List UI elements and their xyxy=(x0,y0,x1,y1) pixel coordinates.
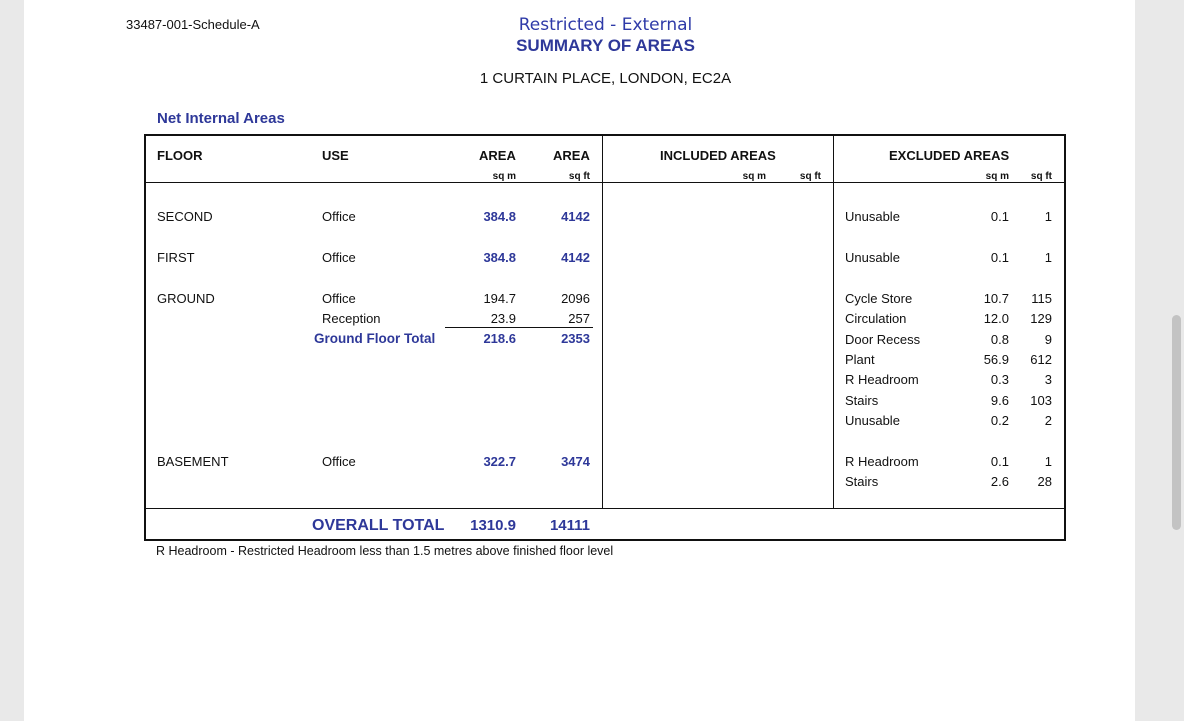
excluded-label: Unusable xyxy=(845,250,900,265)
area-sqft-value: 4142 xyxy=(561,209,590,224)
excluded-sqm-value: 9.6 xyxy=(990,393,1009,408)
use-label: Reception xyxy=(322,311,381,326)
excluded-sqft-value: 612 xyxy=(1030,352,1052,367)
area-sqm-value: 384.8 xyxy=(483,209,516,224)
use-label: Office xyxy=(322,209,356,224)
excluded-sqft-value: 3 xyxy=(1044,372,1052,387)
excluded-sqft-value: 1 xyxy=(1044,209,1052,224)
excluded-sqft-value: 103 xyxy=(1030,393,1052,408)
excluded-sqft-value: 2 xyxy=(1044,413,1052,428)
area-sqm-unit: sq m xyxy=(492,171,516,182)
excluded-sqft-unit: sq ft xyxy=(1030,171,1052,182)
property-address: 1 CURTAIN PLACE, LONDON, EC2A xyxy=(479,70,732,87)
use-header: USE xyxy=(322,148,349,163)
areas-table xyxy=(144,134,1066,541)
floor-name: FIRST xyxy=(157,250,195,265)
excluded-label: Stairs xyxy=(845,393,879,408)
excluded-sqm-value: 2.6 xyxy=(990,474,1009,489)
excluded-sqft-value: 28 xyxy=(1037,474,1052,489)
header-divider xyxy=(146,182,1064,183)
total-divider xyxy=(146,508,1064,509)
excluded-sqm-value: 0.8 xyxy=(990,332,1009,347)
page-title: SUMMARY OF AREAS xyxy=(516,36,695,55)
document-page xyxy=(24,0,1135,721)
excluded-label: R Headroom xyxy=(845,454,919,469)
area-sqft-header: AREA xyxy=(553,148,590,163)
floor-header: FLOOR xyxy=(157,148,203,163)
excluded-sqft-value: 1 xyxy=(1044,250,1052,265)
excluded-sqft-value: 9 xyxy=(1044,332,1052,347)
excluded-label: Cycle Store xyxy=(845,291,913,306)
ground-total-sqft: 2353 xyxy=(561,331,590,346)
ground-total-sqm: 218.6 xyxy=(483,331,516,346)
area-sqft-value: 2096 xyxy=(561,291,590,306)
area-sqft-unit: sq ft xyxy=(568,171,590,182)
area-sqft-value: 3474 xyxy=(561,454,590,469)
excluded-sqft-value: 115 xyxy=(1031,291,1052,306)
excluded-sqft-value: 129 xyxy=(1030,311,1052,326)
section-title: Net Internal Areas xyxy=(157,110,285,127)
overall-total-sqft: 14111 xyxy=(549,517,590,534)
excluded-label: Plant xyxy=(845,352,875,367)
use-label: Office xyxy=(322,454,356,469)
included-sqft-unit: sq ft xyxy=(799,171,821,182)
floor-name: BASEMENT xyxy=(157,454,229,469)
excluded-label: Unusable xyxy=(845,209,900,224)
subtotal-rule xyxy=(445,327,593,328)
area-sqft-value: 4142 xyxy=(561,250,590,265)
area-sqm-value: 23.9 xyxy=(490,311,516,326)
ground-floor-total-label: Ground Floor Total xyxy=(314,331,436,346)
document-id: 33487-001-Schedule-A xyxy=(126,17,260,32)
excluded-sqm-value: 56.9 xyxy=(983,352,1009,367)
excluded-sqft-value: 1 xyxy=(1044,454,1052,469)
area-sqft-value: 257 xyxy=(568,311,590,326)
excluded-label: Door Recess xyxy=(845,332,921,347)
excluded-sqm-unit: sq m xyxy=(985,171,1009,182)
floor-name: SECOND xyxy=(157,209,213,224)
use-label: Office xyxy=(322,250,356,265)
area-sqm-header: AREA xyxy=(479,148,516,163)
excluded-label: Unusable xyxy=(845,413,900,428)
area-sqm-value: 384.8 xyxy=(483,250,516,265)
excluded-sqm-value: 0.3 xyxy=(990,372,1009,387)
area-sqm-value: 322.7 xyxy=(483,454,516,469)
included-column-divider xyxy=(602,136,603,508)
floor-name: GROUND xyxy=(157,291,215,306)
included-sqm-unit: sq m xyxy=(742,171,766,182)
vertical-scrollbar[interactable] xyxy=(1172,315,1181,530)
area-sqm-value: 194.7 xyxy=(483,291,516,306)
excluded-label: Circulation xyxy=(845,311,907,326)
excluded-sqm-value: 10.7 xyxy=(983,291,1009,306)
classification-label: Restricted - External xyxy=(518,15,693,35)
footnote: R Headroom - Restricted Headroom less than 1.5 metres above finished floor level xyxy=(156,544,614,558)
excluded-column-divider xyxy=(833,136,834,508)
excluded-label: Stairs xyxy=(845,474,879,489)
excluded-sqm-value: 12.0 xyxy=(983,311,1009,326)
excluded-sqm-value: 0.1 xyxy=(990,250,1009,265)
excluded-sqm-value: 0.1 xyxy=(990,209,1009,224)
overall-total-label: OVERALL TOTAL xyxy=(312,517,445,534)
overall-total-sqm: 1310.9 xyxy=(470,517,516,534)
excluded-sqm-value: 0.1 xyxy=(990,454,1009,469)
included-areas-header: INCLUDED AREAS xyxy=(660,148,776,163)
excluded-areas-header: EXCLUDED AREAS xyxy=(889,148,1010,163)
excluded-label: R Headroom xyxy=(845,372,919,387)
excluded-sqm-value: 0.2 xyxy=(990,413,1009,428)
use-label: Office xyxy=(322,291,356,306)
